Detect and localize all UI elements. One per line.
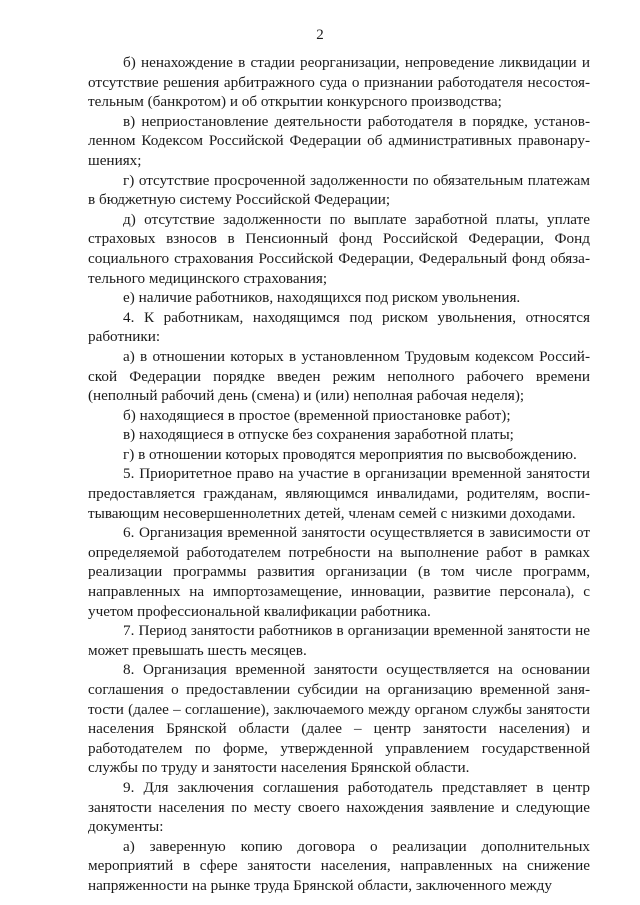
paragraph: 4. К работникам, находящимся под риском увольнения, относятся работники: bbox=[88, 308, 590, 346]
document-body bbox=[88, 53, 590, 896]
paragraph: в) находящиеся в отпуске без сохранения заработной платы; bbox=[123, 426, 514, 444]
paragraph: б) находящиеся в простое (временной приостановке работ); bbox=[123, 406, 511, 424]
paragraph: 9. Для заключения соглашения работодатель представляет в центр занятости населения по месту своего нахождения заявление и следующие документы: bbox=[88, 778, 590, 836]
paragraph: б) ненахождение в стадии реорганизации, непроведение ликвидации и отсутствие решения арбитражного суда о признании работодателя несостоятельным (банкротом) и об открытии конкурсного производства; bbox=[88, 54, 590, 111]
paragraph: 5. Приоритетное право на участие в организации временной занятости предоставляется гражданам, являющимся инвалидами, родителям, воспитывающим несовершеннолетних детей, членам семей с низкими доходами. bbox=[88, 465, 590, 522]
paragraph: г) в отношении которых проводятся мероприятия по высвобождению. bbox=[123, 445, 577, 463]
paragraph: а) заверенную копию договора о реализации дополнительных мероприятий в сфере занятости населения, направленных на снижение напряженности на рынке труда Брянской области, заключенного между bbox=[88, 837, 590, 894]
paragraph: 7. Период занятости работников в организации временной занятости не может превышать шесть месяцев. bbox=[88, 622, 590, 659]
paragraph: а) в отношении которых в установленном Трудовым кодексом Российской Федерации порядке введен режим неполного рабочего времени (неполный рабочий день (смена) и (или) неполная рабочая неделя); bbox=[88, 347, 590, 405]
paragraph: е) наличие работников, находящихся под риском увольнения. bbox=[123, 289, 521, 307]
page-number: 2 bbox=[316, 27, 324, 43]
paragraph: 8. Организация временной занятости осуществляется на основании соглашения о предоставлении субсидии на организацию временной занятости (далее – соглашение), заключаемого между органом службы занятости населения Брянской области (далее – центр занятости населения) и работодателем по форме, утвержденной управлением государственной службы по труду и занятости населения Брянской области. bbox=[88, 661, 590, 777]
paragraph: г) отсутствие просроченной задолженности по обязательным платежам в бюджетную систему Российской Федерации; bbox=[88, 171, 590, 209]
paragraph: д) отсутствие задолженности по выплате заработной платы, уплате страховых взносов в Пенсионный фонд Российской Федерации, Фонд социального страхования Российской Федерации, Федеральный фонд обязательного медицинского страхования; bbox=[88, 210, 590, 287]
paragraph: 6. Организация временной занятости осуществляется в зависимости от определяемой работодателем потребности на выполнение работ в рамках реализации программы развития организации (в том числе программ, направленных на импортозамещение, инновации, развитие персонала), с учетом профессиональной квалификации работника. bbox=[88, 524, 590, 620]
paragraph: в) неприостановление деятельности работодателя в порядке, установленном Кодексом Российской Федерации об административных правонарушениях; bbox=[88, 112, 590, 169]
